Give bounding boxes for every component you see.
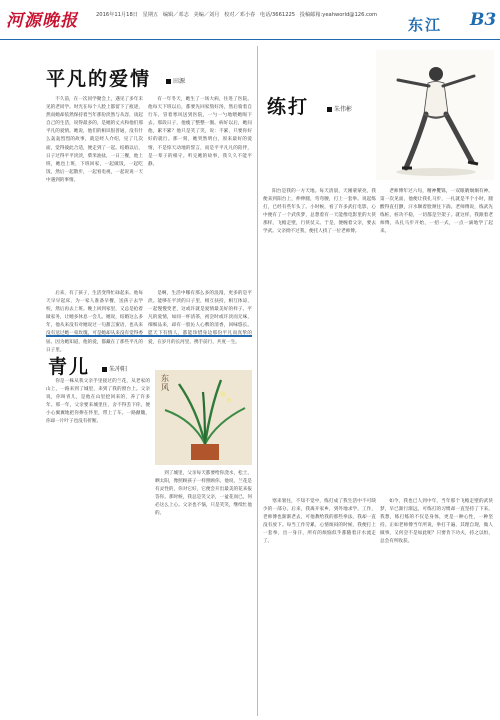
- article-byline-pingfan: [166, 76, 185, 85]
- issue-weekday: 星期五: [142, 12, 159, 18]
- article-body-column: 阳台是我的一方天地。每天清晨，天刚蒙蒙亮，我便来到阳台上，伸伸腿，弯弯腰，打上一套拳。说起练打，已经有些年头了。小时候，看了许多武打电影，心中便有了一个武侠梦，总想着有一天能像电影里的大侠那样，飞檐走壁，行侠仗义。于是，便缠着父亲，要去学武。父亲拗不过我，便托人找了一位老师傅。: [263, 189, 376, 235]
- painting-calligraphy: 东风: [161, 374, 169, 392]
- issue-date: 2016年11月18日: [96, 12, 138, 18]
- editor-credit: 编辑／邓志: [162, 12, 189, 18]
- article-title-lianda: 练打: [267, 96, 310, 118]
- article-body-column: 老师傅年过六旬，精神矍铄，一双眼睛炯炯有神。第一次见面，他便让我扎马步，一扎就是半个小时，腿酸得直打颤，汗水顺着脸颊往下淌。老师傅说，练武先练桩，桩功不稳，一切都是空架子。就这样，我跟着老师傅，从扎马步开始，一招一式，一点一滴地学了起来。: [380, 189, 493, 235]
- martial-arts-figure: [376, 50, 494, 180]
- author-name: 朱冲阳: [109, 366, 128, 373]
- newspaper-logo: 河源晚报: [6, 11, 78, 31]
- proofreader-credit: 校对／邓小春: [224, 12, 256, 18]
- masthead: [0, 0, 500, 40]
- author-name: 朱伟彬: [334, 106, 353, 113]
- article-body-column: 如今，我也已人到中年，当年那个飞檐走壁的武侠梦，早已渐行渐远，可练打的习惯却一直坚持了下来。我想，练打练的不仅是身体，更是一种心性，一种坚持。正如老师傅当年所说，拳打千遍，其理自现，做人做事，又何尝不是如此呢？只要肯下功夫，持之以恒，总会有所收获。: [380, 499, 493, 545]
- contact-email: 投稿邮箱:yeahworld@126.com: [299, 12, 378, 18]
- designer-credit: 美编／刘月: [193, 12, 220, 18]
- byline-marker: [102, 367, 107, 372]
- orchid-painting: [155, 370, 252, 465]
- article-body-column: 不久前，在一次同学聚会上，遇见了多年未见的老同学。时光在每个人脸上都留下了痕迹，然而她却依然保持着当年那份淡然与从容，谈起自己的生活，说得最多的，是她的丈夫和他们那平凡的爱情。她说，他们的相识很普通，没有什么轰轰烈烈的故事，就是经人介绍，见了几次面，觉得彼此合适，便走到了一起。结婚以后，日子过得平平淡淡，柴米油盐，一日三餐，他上班，她也上班，下班回家，一起做饭，一起吃饭，然后一起散步，一起看电视，一起说说一天中遇到的事情。: [46, 97, 143, 183]
- martial-arts-illustration: [376, 50, 494, 180]
- article-body-column: 有一年冬天，她生了一场大病，住进了医院。他每天下班以后，都要先回家熬好汤，然后骑着自行车，冒着寒风送到医院，一勺一勺地喂她喝下去。那段日子，他瘦了整整一圈。病好以后，她问他，累不累？他只是笑了笑，说：不累，只要你好好的就行。那一刻，她突然明白，原来最好的爱情，不是惊天动地的誓言，而是平平凡凡的陪伴，是一辈子的相守。听完她的故事，我久久不能平静。: [148, 97, 252, 167]
- header-info: [96, 11, 380, 18]
- page-number: B3: [470, 10, 497, 30]
- contact-phone: 电话/3661225: [259, 12, 296, 18]
- article-body-column: 后来，有了孩子，生活变得忙碌起来。他每天早早起床，为一家人准备早餐，送孩子去学校，然后再去上班。晚上回到家里，又总是抢着做家务，让她多休息一会儿。她说，结婚这么多年，他从来没有对她说过一句甜言蜜语，也从来没有送过她一束玫瑰，可是她却从来没有觉得委屈。因为她知道，他的爱，都藏在了那些平凡的日子里。: [46, 291, 143, 353]
- column-divider: [257, 46, 258, 716]
- author-name: 田源: [173, 78, 186, 85]
- section-name: 东江: [408, 16, 443, 34]
- byline-marker: [327, 107, 332, 112]
- article-byline-qinger: [102, 364, 127, 373]
- article-body-column: 你是一株从我父亲手里接过的兰花，从老家的山上，一路来到了城里，来到了我的窗台上。父亲说，你叫青儿，是他在山里挖回来的，养了许多年。那一年，父亲要来城里住，舍不得丢下你，便小心翼翼地把你捧在怀里，带上了车。一路颠簸，你却一片叶子也没有折断。: [46, 379, 150, 425]
- section-rule: [46, 335, 252, 337]
- article-byline-lianda: [327, 104, 352, 113]
- article-body-column: 是啊，生活中哪有那么多的浪漫，更多的是平淡。能够在平淡的日子里，相互扶持，相互体谅，一起慢慢变老，这或许就是爱情最美好的样子。平凡的爱情，如同一杯清茶，初尝时或许淡而无味，细细品来，却有一股沁人心脾的清香，回味悠长。愿天下有情人，都能珍惜身边那份平凡而真挚的爱，在岁月的长河里，携手前行，共度一生。: [148, 291, 252, 345]
- article-title-qinger: 青儿: [48, 356, 91, 378]
- byline-marker: [166, 79, 171, 84]
- article-body-column: 寒来暑往，不知不觉中，练打成了我生活中不可缺少的一部分。后来，我离开家乡，到外地求学，工作，老师傅也渐渐老去，可他教给我的那些拳法，我却一直没有放下。每当工作劳累，心情烦闷的时候，我便打上一套拳，出一身汗，所有的烦恼似乎都随着汗水流走了。: [263, 499, 376, 545]
- article-title-pingfan: 平凡的爱情: [46, 68, 152, 90]
- article-body-column: 到了城里，父亲每天都要给你浇水，松土，晒太阳，像照顾孩子一样照顾你。他说，兰花是有灵性的，你对它好，它便会开出最美的花来报答你。那时候，我总是笑父亲，一盆花而已，何必这么上心。父亲也不恼，只是笑笑，继续忙他的。: [155, 471, 252, 517]
